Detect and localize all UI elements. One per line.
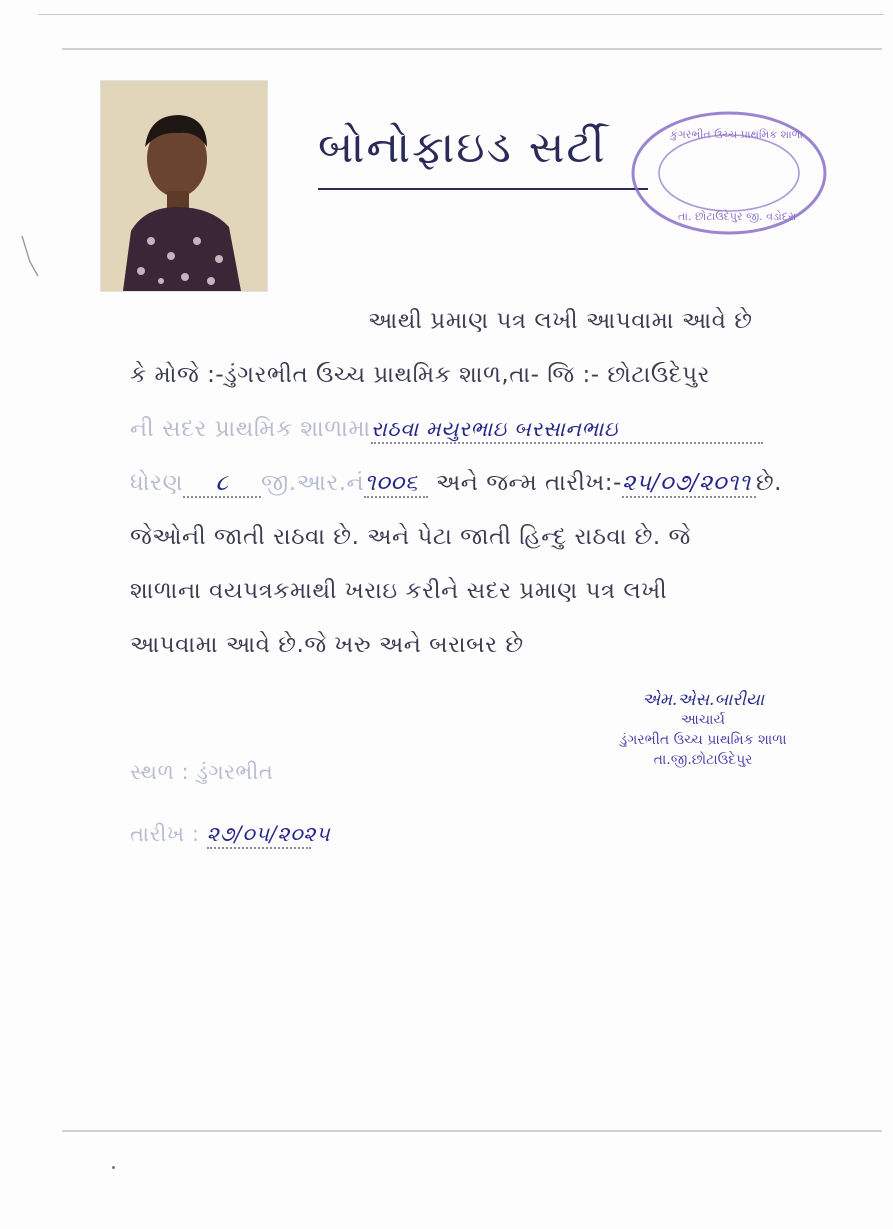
date-value: ૨૭/૦૫/૨૦૨૫: [207, 822, 311, 849]
date-label: તારીખ :: [130, 822, 207, 846]
gr-label: જી.આર.નં: [261, 470, 365, 496]
school-name-stamp: ડુંગરભીત ઉચ્ચ પ્રાથમિક શાળા: [619, 732, 787, 748]
body-line-5: જેઓની જાતી રાઠવા છે. અને પેટા જાતી હિન્દુ રાઠવા છે. જે: [130, 524, 691, 550]
body-line-6: શાળાના વયપત્રકમાથી ખરાઇ કરીને સદર પ્રમાણ પત્ર લખી: [130, 578, 668, 604]
place-value: ડુંગરભીત: [196, 760, 274, 784]
principal-designation: આચાર્ય: [681, 712, 725, 728]
body-line-3: [130, 416, 763, 444]
line-4-suffix: છે.: [755, 470, 782, 496]
body-line-1: આથી પ્રમાણ પત્ર લખી આપવામા આવે છે: [368, 308, 753, 334]
margin-pen-mark: [18, 232, 48, 286]
body-line-2: કે મોજે :-ડુંગરભીત ઉચ્ચ પ્રાથમિક શાળ,તા- જિ :- છોટાઉદેપુર: [130, 362, 710, 388]
student-name-field: રાઠવા મયુરભાઇ બરસાનભાઇ: [371, 417, 763, 444]
stamp-ring-text: કુંગરભીત ઉચ્ચ પ્રાથમિક શાળા: [670, 128, 803, 141]
body-line-4: [130, 470, 782, 498]
place-label: સ્થળ :: [130, 760, 197, 784]
certificate-title: બોનોફાઇડ સર્ટી: [318, 122, 607, 173]
principal-signature: એમ.એસ.બારીયા: [641, 690, 764, 710]
principal-signature-block: [588, 690, 818, 770]
dob-field: ૨૫/૦૭/૨૦૧૧: [622, 470, 756, 498]
school-rubber-stamp: [630, 108, 828, 238]
title-underline: [318, 188, 648, 190]
gr-number-field: ૧૦૦૬: [364, 470, 428, 498]
class-field: ૮: [183, 470, 261, 498]
taluka-stamp: તા.જી.છોટાઉદેપુર: [653, 752, 753, 768]
body-line-3-prefix: ની સદર પ્રાથમિક શાળામા: [130, 416, 371, 442]
stamp-bottom-text: તા. છોટાઉદેપુર જી. વડોદરા: [678, 210, 797, 223]
body-line-7: આપવામા આવે છે.જે ખરુ અને બરાબર છે: [130, 632, 524, 658]
student-photo: [100, 80, 268, 292]
date-line: [130, 822, 331, 849]
top-scan-line: [38, 14, 884, 15]
scan-speck: [112, 1166, 115, 1169]
place-line: [130, 760, 273, 785]
dob-label: અને જન્મ તારીખ:-: [436, 470, 622, 496]
class-label: ધોરણ: [130, 470, 183, 496]
